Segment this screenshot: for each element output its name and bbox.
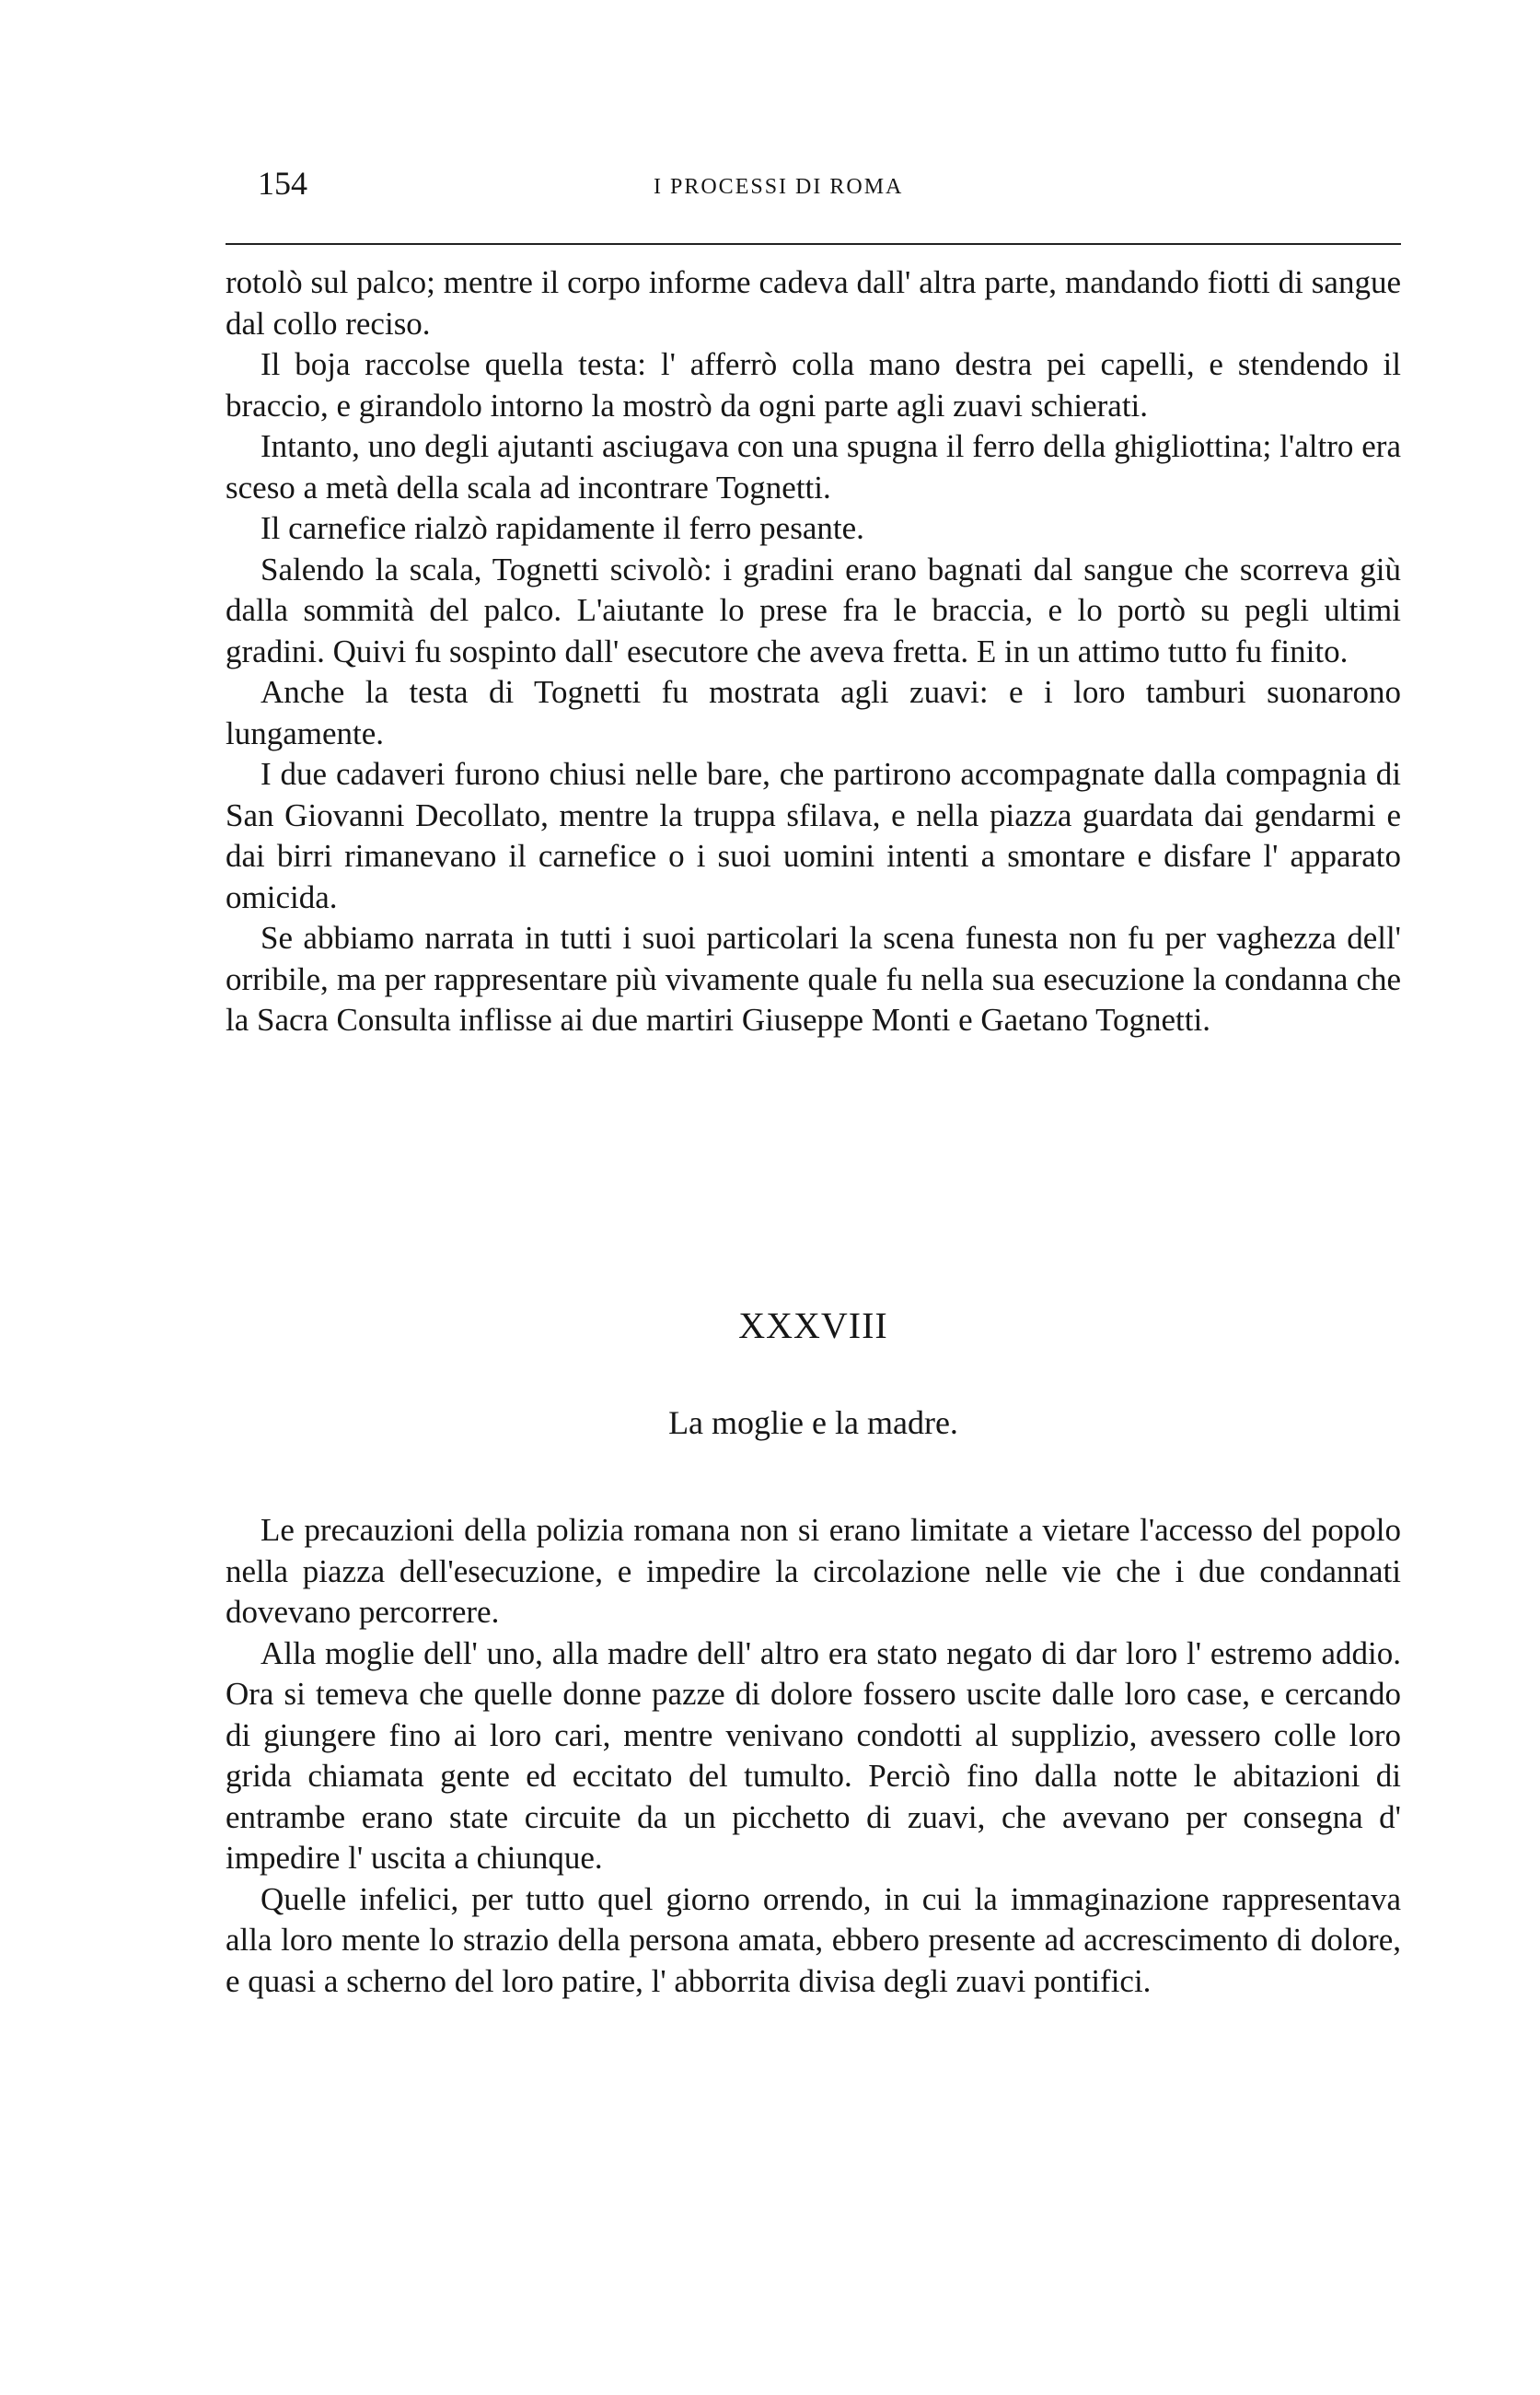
paragraph: rotolò sul palco; mentre il corpo informe cadeva dall' altra parte, mandando fiotti di sangue dal collo reciso. [226, 264, 1401, 342]
paragraph: Intanto, uno degli ajutanti asciugava con una spugna il ferro della ghigliottina; l'altro era sceso a metà della scala ad incontrare Tognetti. [226, 428, 1401, 506]
chapter-number: XXXVIII [738, 1305, 888, 1346]
body-text-top [226, 262, 1401, 1041]
paragraph: Anche la testa di Tognetti fu mostrata agli zuavi: e i loro tamburi suonarono lungamente. [226, 674, 1401, 751]
paragraph: Il boja raccolse quella testa: l' afferrò colla mano destra pei capelli, e stendendo il braccio, e girandolo intorno la mostrò da ogni parte agli zuavi schierati. [226, 346, 1401, 424]
paragraph: Salendo la scala, Tognetti scivolò: i gradini erano bagnati dal sangue che scorreva giù dalla sommità del palco. L'aiutante lo prese fra le braccia, e lo portò su pegli ultimi gradini. Quivi fu sospinto dall' esecutore che aveva fretta. E in un attimo tutto fu finito. [226, 551, 1401, 669]
header-rule [226, 243, 1401, 245]
chapter-title: La moglie e la madre. [668, 1404, 958, 1441]
paragraph: Le precauzioni della polizia romana non si erano limitate a vietare l'accesso del popolo nella piazza dell'esecuzione, e impedire la circolazione nelle vie che i due condannati dovevano percorrere. [226, 1512, 1401, 1630]
running-title: I PROCESSI DI ROMA [654, 175, 904, 199]
paragraph: Quelle infelici, per tutto quel giorno orrendo, in cui la immaginazione rappresentava alla loro mente lo strazio della persona amata, ebbero presente ad accrescimento di dolore, e quasi a scherno del loro patire, l' abborrita divisa degli zuavi pontifici. [226, 1880, 1401, 1999]
paragraph: I due cadaveri furono chiusi nelle bare, che partirono accompagnate dalla compagnia di San Giovanni Decollato, mentre la truppa sfilava, e nella piazza guardata dai gendarmi e dai birri rimanevano il carnefice o i suoi uomini intenti a smontare e disfare l' apparato omicida. [226, 756, 1401, 915]
paragraph: Se abbiamo narrata in tutti i suoi particolari la scena funesta non fu per vaghezza dell' orribile, ma per rappresentare più vivamente quale fu nella sua esecuzione la condanna che la Sacra Consulta inflisse ai due martiri Giuseppe Monti e Gaetano Tognetti. [226, 920, 1401, 1038]
chapter-body-text [226, 1510, 1401, 2002]
page-header [221, 164, 1399, 210]
paragraph: Il carnefice rialzò rapidamente il ferro pesante. [261, 510, 864, 546]
page-number: 154 [258, 165, 307, 202]
paragraph: Alla moglie dell' uno, alla madre dell' altro era stato negato di dar loro l' estremo addio. Ora si temeva che quelle donne pazze di dolore fossero uscite dalle loro case, e cercando di giungere fino ai loro cari, mentre venivano condotti al supplizio, avessero colle loro grida chiamata gente ed eccitato del tumulto. Perciò fino dalla notte le abitazioni di entrambe erano state circuite da un picchetto di zuavi, che avevano per consegna d' impedire l' uscita a chiunque. [226, 1634, 1401, 1876]
